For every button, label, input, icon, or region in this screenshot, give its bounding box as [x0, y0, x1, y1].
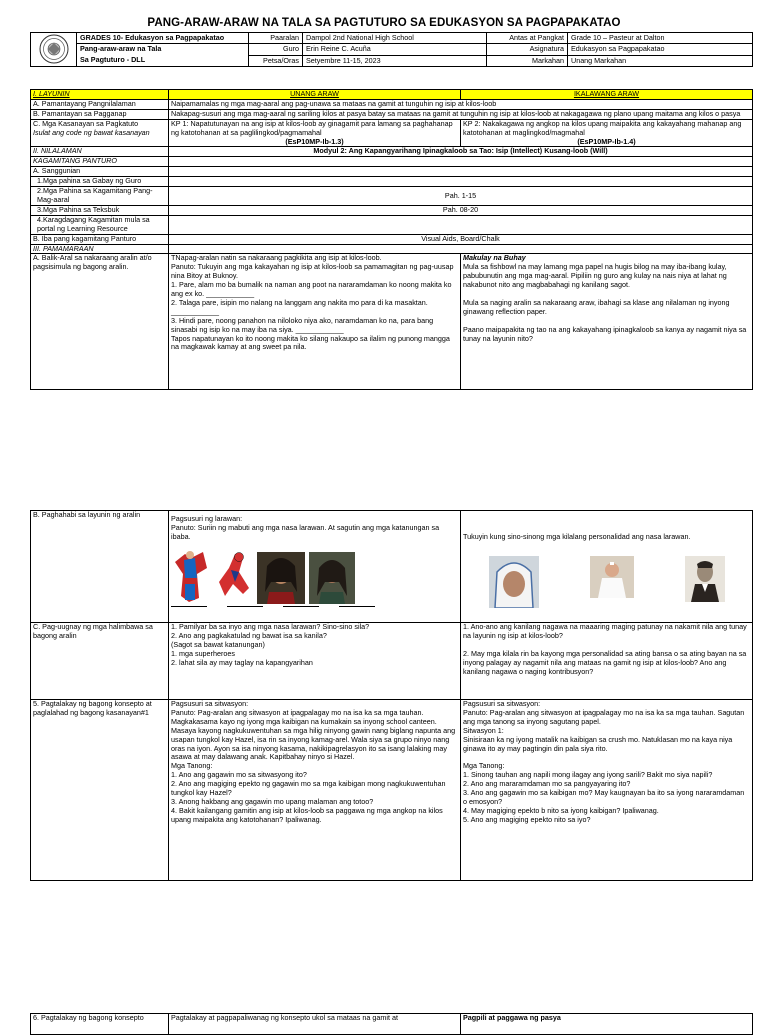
- pagtalakay2-label: 6. Pagtalakay ng bagong konsepto: [31, 1014, 169, 1035]
- superheroine-image: [309, 552, 355, 604]
- page-title: PANG-ARAW-ARAW NA TALA SA PAGTUTURO SA EDUKASYON SA PAGPAPAKATAO: [147, 17, 621, 29]
- subject-value: Edukasyon sa Pagpapakatao: [568, 44, 753, 55]
- deped-seal: [31, 33, 77, 67]
- answer-lines: [171, 606, 458, 607]
- sanggunian-label: A. Sanggunian: [31, 167, 169, 177]
- balik-aral-label: A. Balik-Aral sa nakaraang aralin at/o pagsisimula ng bagong aralin.: [31, 254, 169, 390]
- teacher-value: Erin Reine C. Acuña: [303, 44, 487, 55]
- grade-value: Grade 10 – Pasteur at Dalton: [568, 33, 753, 44]
- pangnilalaman-label: A. Pamantayang Pangnilalaman: [31, 99, 169, 109]
- kasanayan-sub: Isulat ang code ng bawat kasanayan: [33, 127, 150, 137]
- gabay-label: 1.Mga pahina sa Gabay ng Guro: [31, 177, 169, 187]
- quarter-value: Unang Markahan: [568, 55, 753, 66]
- kasanayan-day2: [461, 119, 753, 147]
- kagamitan-empty: [169, 157, 753, 167]
- kasanayan-day1: [169, 119, 461, 147]
- paghahabi-day1: Pagsusuri ng larawan: Panuto: Suriin ng mabuti ang mga nasa larawan. At sagutin ang mga katanungan sa ibaba.: [169, 511, 461, 623]
- pagtalakay-day1: Pagsusuri sa sitwasyon: Panuto: Pag-aralan ang sitwasyon at ipagpalagay mo na isa ka sa mga tauhan. Magkakasama kayo ng iyong mga kaibigan na kumakain sa inyong school canteen. Masaya kayong nagkukuwentuhan sa mga hilig ninyong gawin nang biglang napunta ang usapan tungkol kay Hazel, isa rin sa inyong kamag-arel. Wala siya sa grupo ninyo nang oras na iyon. Ayon sa isa ninyong kasama, nakikipagrelasyon ito sa isang lalaking may asawa at may dalawang anak. Kapitbahay ninyo si Hazel. Mga Tanong: 1. Ano ang gagawin mo sa sitwasyong ito? 2. Ano ang magiging epekto ng gagawin mo sa mga kaibigan mong nagkukuwentuhan tungkol kay Hazel? 3. Anong hakbang ang gagawin mo upang malaman ang totoo? 4. Bakit kailangang gamitin ang isip at kilos-loob sa paggawa ng mga angkop na kilos upang maipakita ang katotohanan? Ipaliwanag.: [169, 700, 461, 881]
- kagamitan-mag-label: 2.Mga Pahina sa Kagamitang Pang-Mag-aaral: [31, 187, 169, 206]
- grade-label: Antas at Pangkat: [487, 33, 568, 44]
- kagamitan-label: KAGAMITANG PANTURO: [31, 157, 169, 167]
- grade-line: GRADES 10- Edukasyon sa Pagpapakatao: [77, 33, 249, 44]
- teksbuk-label: 3.Mga Pahina sa Teksbuk: [31, 205, 169, 215]
- spiderman-image: [213, 548, 253, 604]
- nilalaman-text: Modyul 2: Ang Kapangyarihang Ipinagkaloob sa Tao: Isip (Intellect) Kusang-loob (Will): [169, 147, 753, 157]
- pag-uugnay-label: C. Pag-uugnay ng mga halimbawa sa bagong aralin: [31, 623, 169, 700]
- karagdagang-empty: [169, 215, 753, 234]
- pamamaraan-label: III. PAMAMARAAN: [31, 244, 169, 254]
- school-label: Paaralan: [249, 33, 303, 44]
- day1-heading: UNANG ARAW: [169, 90, 461, 100]
- pagganap-text: Nakapag-susuri ang mga mag-aaral ng sariling kilos at pasya batay sa mataas na gamit at tunguhin ng isip at kilos-loob at nakagagawa ng plano upang maitama ang kilos o pasya: [169, 109, 753, 119]
- kasanayan-title: C. Mga Kasanayan sa Pagkatuto: [33, 119, 139, 128]
- lesson-plan-table-3: [30, 1013, 753, 1035]
- day2-heading: IKALAWANG ARAW: [461, 90, 753, 100]
- quarter-label: Markahan: [487, 55, 568, 66]
- seal-icon: [37, 34, 71, 64]
- pangnilalaman-text: Naipamamalas ng mga mag-aaral ang pag-unawa sa mataas na gamit at tunguhin ng isip at kilos-loob: [169, 99, 753, 109]
- balik-aral-day2: Makulay na Buhay Mula sa fishbowl na may lamang mga papel na hugis bilog na may iba-ibang kulay, pabubunutin ang mga mag-aaral. Pipiliin ng guro ang kulay na nais niya at lahat ng nakabunot nito ang magbabahagi ng kanilang sagot. Mula sa naging aralin sa nakaraang araw, ibahagi sa klase ang nilalaman ng inyong ginawang reflection paper. Paano maipapakita ng tao na ang kakayahang ipinagkaloob sa kanya ay nagamit niya sa tunay na layunin nito?: [461, 254, 753, 390]
- pagganap-label: B. Pamantayan sa Pagganap: [31, 109, 169, 119]
- kagamitan-mag-value: Pah. 1-15: [169, 187, 753, 206]
- karagdagang-label: 4.Karagdagang Kagamitan mula sa portal ng Learning Resource: [31, 215, 169, 234]
- pagtalakay-day2: Pagsusuri sa sitwasyon: Panuto: Pag-aralan ang sitwasyon at ipagpalagay mo na isa ka sa mga tauhan. Sagutan ang mga tanong sa inyong sagutang papel. Sitwasyon 1: Sinisiraan ka ng iyong matalik na kaibigan sa crush mo. Natuklasan mo na kaya niya ginawa ito ay may pagtingin din pala siya rito. Mga Tanong: 1. Sinong tauhan ang napili mong ilagay ang iyong sarili? Bakit mo siya napili? 2. Ano ang mararamdaman mo sa pangyayaring ito? 3. Ano ang gagawin mo sa kaibigan mo? May kaugnayan ba ito sa iyong nararamdaman o emosyon? 4. May magiging epekto b nito sa iyong kaibigan? Ipaliwanag. 5. Ano ang magiging epekto nito sa iyo?: [461, 700, 753, 881]
- paghahabi-day2: Tukuyin kung sino-sinong mga kilalang personalidad ang nasa larawan.: [461, 511, 753, 623]
- pag-uugnay-day1: 1. Pamilyar ba sa inyo ang mga nasa larawan? Sino-sino sila? 2. Ano ang pagkakatulad ng bawat isa sa kanila? (Sagot sa bawat katanungan) 1. mga superheroes 2. lahat sila ay may taglay na kapangyarihan: [169, 623, 461, 700]
- kasanayan-day1-code: (EsP10MP-Ib-1.3): [285, 136, 344, 146]
- iba-value: Visual Aids, Board/Chalk: [169, 234, 753, 244]
- kasanayan-day2-code: (EsP10MP-Ib-1.4): [577, 136, 636, 146]
- nilalaman-label: II. NILALAMAN: [31, 147, 169, 157]
- dll-line2: Sa Pagtuturo - DLL: [77, 55, 249, 66]
- paghahabi-label: B. Paghahabi sa layunin ng aralin: [31, 511, 169, 623]
- header-table: [30, 32, 753, 67]
- dll-line1: Pang-araw-araw na Tala: [77, 44, 249, 55]
- date-value: Setyembre 11-15, 2023: [303, 55, 487, 66]
- pag-uugnay-day2: 1. Ano-ano ang kanilang nagawa na maaaring maging patunay na nakamit nila ang tunay na layunin ng isip at kilos-loob? 2. May mga kilala rin ba kayong mga personalidad sa ating bansa o sa ating bayan na sa inyong palagay ay nagamit nila ang mataas na gamit ng isip at kilos-loob? Ano ang kanilang nagawa o naging kontribusyon?: [461, 623, 753, 700]
- pagtalakay-label: 5. Pagtalakay ng bagong konsepto at paglalahad ng bagong kasanayan#1: [31, 700, 169, 881]
- superman-image: [171, 548, 209, 604]
- pope-john-paul-image: [590, 556, 634, 598]
- balik-aral-day1: TNapag-aralan natin sa nakaraang pagkikita ang isip at kilos-loob. Panuto: Tukuyin ang mga kakayahan ng isip at kilos-loob sa pamamagitan ng pag-uusap nina Bitoy at Buknoy. 1. Pare, alam mo ba bumalik na naman ang poot na nararamdaman ko noong makita ko ang ex ko. ____________ 2. Talaga pare, isipin mo nalang na langgam ang nakita mo para di ka masaktan. ____________ 3. Hindi pare, noong panahon na niloloko niya ako, naramdaman ko na, para bang sinasabi ng isip ko na may iba na siya. ____________ Tapos napatunayan ko ito noong makita ko silang nakaupo sa ilalim ng punong mangga na magkawak kamay at ang sweet pa nila.: [169, 254, 461, 390]
- sanggunian-empty: [169, 167, 753, 177]
- lesson-plan-table-2: [30, 510, 753, 881]
- teacher-label: Guro: [249, 44, 303, 55]
- layunin-heading: I. LAYUNIN: [31, 90, 169, 100]
- date-label: Petsa/Oras: [249, 55, 303, 66]
- wonder-woman-image: [257, 552, 305, 604]
- lesson-plan-table: [30, 89, 753, 390]
- mother-teresa-image: [489, 556, 539, 608]
- pagtalakay2-day2: Pagpili at paggawa ng pasya: [461, 1014, 753, 1035]
- kasanayan-day1-text: KP 1: Napatutunayan na ang isip at kilos-loob ay ginagamit para lamang sa paghahanap ng katotohanan at sa paglilingkod/pagmamahal: [171, 119, 453, 137]
- school-value: Dampol 2nd National High School: [303, 33, 487, 44]
- gabay-empty: [169, 177, 753, 187]
- jose-rizal-image: [685, 556, 725, 602]
- subject-label: Asignatura: [487, 44, 568, 55]
- pagtalakay2-day1: Pagtalakay at pagpapaliwanag ng konsepto ukol sa mataas na gamit at: [169, 1014, 461, 1035]
- teksbuk-value: Pah. 08-20: [169, 205, 753, 215]
- iba-label: B. Iba pang kagamitang Panturo: [31, 234, 169, 244]
- kasanayan-day2-text: KP 2: Nakakagawa ng angkop na kilos upang maipakita ang kakayahang mahanap ang katotohanan at maglingkod/magmahal: [463, 119, 742, 137]
- pamamaraan-empty: [169, 244, 753, 254]
- kasanayan-label: [31, 119, 169, 147]
